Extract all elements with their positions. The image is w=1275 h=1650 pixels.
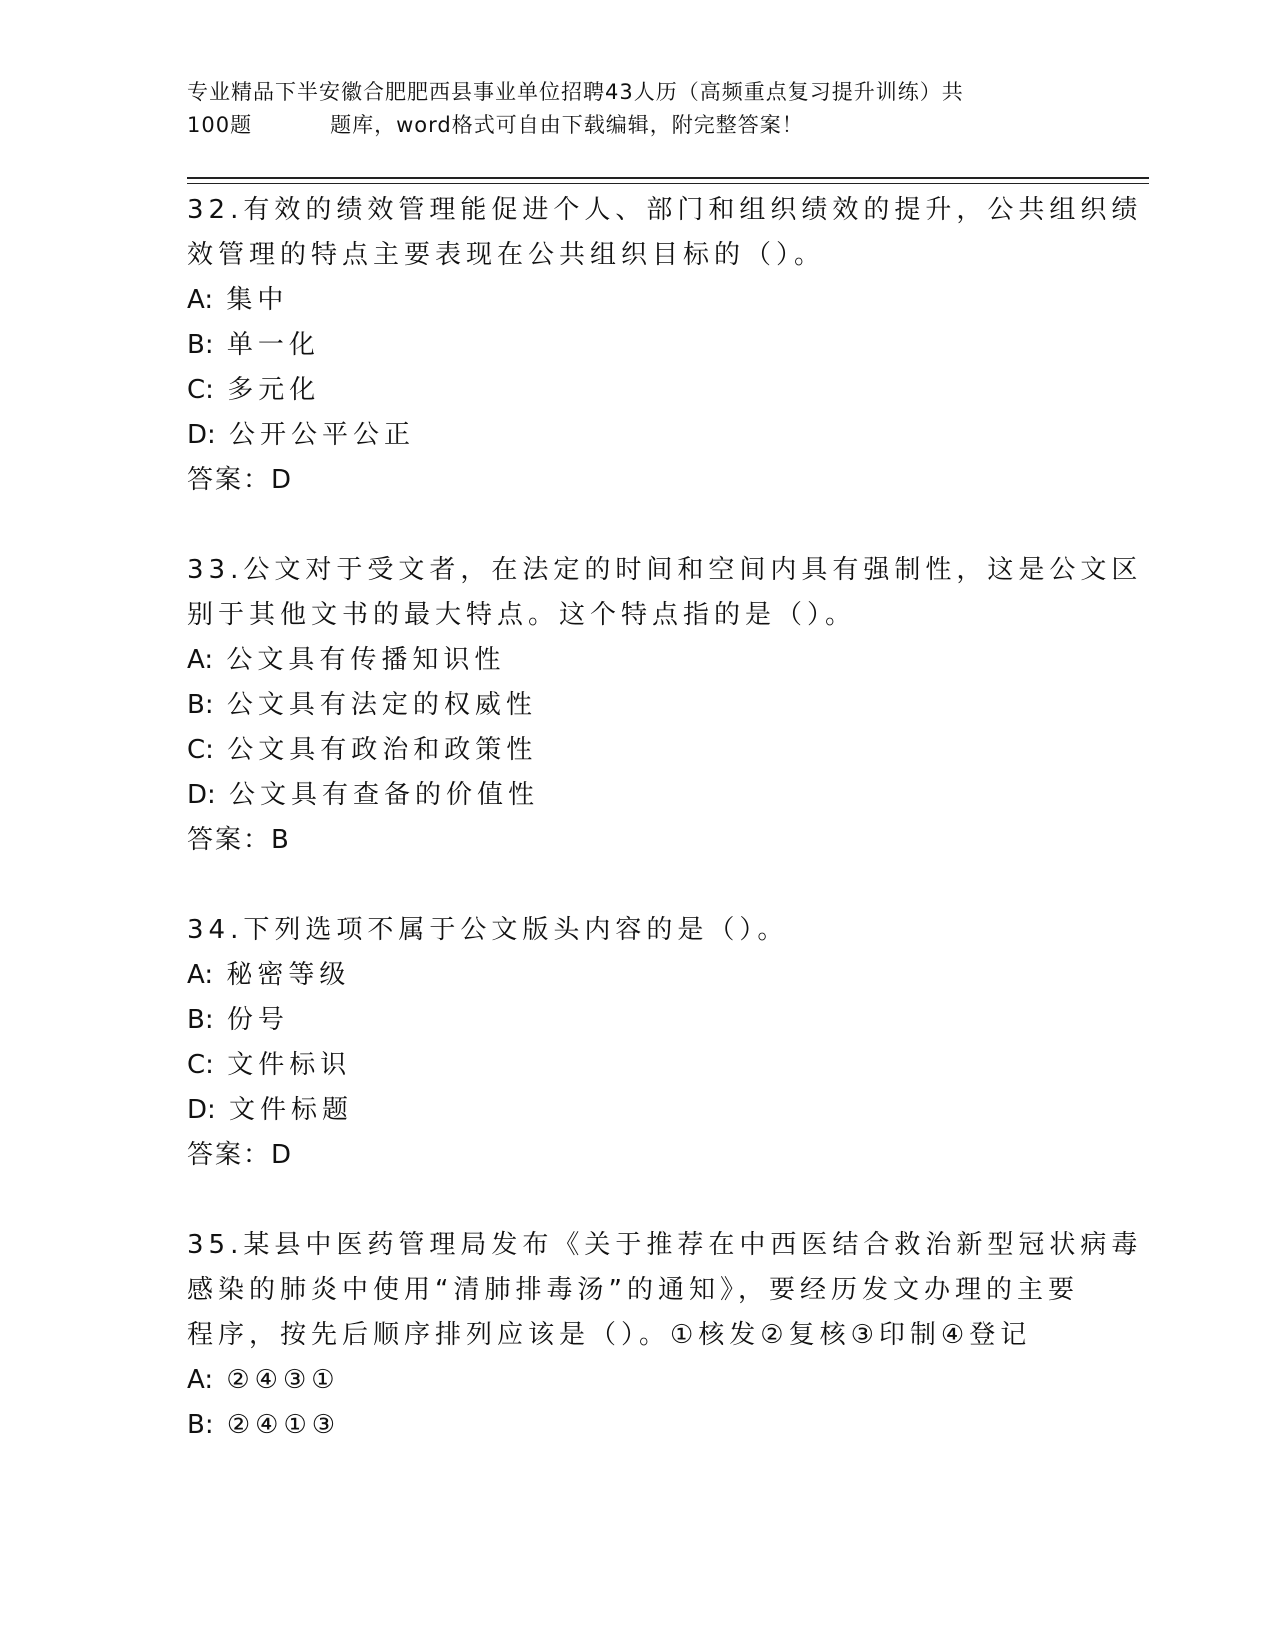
question-stem-line: 34.下列选项不属于公文版头内容的是（）。 (187, 915, 789, 945)
question-stem-line: 33.公文对于受文者，在法定的时间和空间内具有强制性，这是公文区 (187, 555, 1143, 585)
option-letter: A: (187, 285, 214, 315)
option-text: 公文具有法定的权威性 (226, 690, 537, 720)
option-text: 文件标题 (229, 1095, 354, 1125)
option-d (187, 1088, 1087, 1133)
question-stem-line: 效管理的特点主要表现在公共组织目标的（）。 (187, 240, 826, 270)
header-description: 题库，word格式可自由下载编辑，附完整答案！ (330, 113, 804, 137)
answer-line: 答案：D (187, 1140, 294, 1170)
option-b (187, 1403, 1087, 1448)
option-text: 秘密等级 (226, 960, 351, 990)
option-letter: B: (187, 330, 214, 360)
option-text: 公文具有政治和政策性 (227, 735, 538, 765)
question-stem-line: 32.有效的绩效管理能促进个人、部门和组织绩效的提升，公共组织绩 (187, 195, 1143, 225)
header-line-2 (187, 109, 1077, 142)
option-letter: C: (187, 375, 214, 405)
question-stem-line: 程序，按先后顺序排列应该是（）。①核发②复核③印制④登记 (187, 1320, 1032, 1350)
option-letter: A: (187, 645, 214, 675)
option-text: 公文具有传播知识性 (226, 645, 506, 675)
option-letter: D: (187, 780, 216, 810)
header-divider-thick (187, 177, 1149, 179)
option-text: 文件标识 (227, 1050, 352, 1080)
option-text: 公文具有查备的价值性 (229, 780, 540, 810)
option-text: ②④③① (226, 1365, 340, 1395)
option-b (187, 683, 1087, 728)
question-stem-line: 35.某县中医药管理局发布《关于推荐在中西医结合救治新型冠状病毒 (187, 1230, 1143, 1260)
page-header (187, 76, 1077, 142)
option-letter: A: (187, 960, 214, 990)
option-text: 份号 (226, 1005, 289, 1035)
answer-line: 答案：D (187, 465, 294, 495)
option-a (187, 278, 1087, 323)
option-d (187, 773, 1087, 818)
option-c (187, 728, 1087, 773)
header-divider-thin (187, 183, 1149, 184)
option-text: 单一化 (226, 330, 320, 360)
option-text: 多元化 (227, 375, 321, 405)
option-c (187, 368, 1087, 413)
option-d (187, 413, 1087, 458)
option-letter: D: (187, 1095, 216, 1125)
question-32 (187, 188, 1143, 503)
question-stem-line: 别于其他文书的最大特点。这个特点指的是（）。 (187, 600, 857, 630)
answer-line: 答案：B (187, 825, 291, 855)
option-letter: B: (187, 1410, 214, 1440)
option-letter: C: (187, 1050, 214, 1080)
question-34 (187, 908, 1087, 1178)
option-b (187, 998, 1087, 1043)
question-stem-line: 感染的肺炎中使用“清肺排毒汤”的通知》，要经历发文办理的主要 (187, 1275, 1079, 1305)
option-letter: D: (187, 420, 216, 450)
option-letter: C: (187, 735, 214, 765)
option-text: 集中 (226, 285, 289, 315)
option-letter: B: (187, 1005, 214, 1035)
option-a (187, 953, 1087, 998)
header-line-1: 专业精品下半安徽合肥肥西县事业单位招聘43人历（高频重点复习提升训练）共 (187, 80, 964, 104)
option-a (187, 1358, 1087, 1403)
question-list (187, 188, 1143, 1448)
option-text: ②④①③ (226, 1410, 341, 1440)
option-text: 公开公平公正 (229, 420, 416, 450)
question-35 (187, 1223, 1143, 1448)
option-b (187, 323, 1087, 368)
question-33 (187, 548, 1143, 863)
option-c (187, 1043, 1087, 1088)
option-letter: B: (187, 690, 214, 720)
option-letter: A: (187, 1365, 214, 1395)
option-a (187, 638, 1087, 683)
header-question-count: 100题 (187, 113, 253, 137)
